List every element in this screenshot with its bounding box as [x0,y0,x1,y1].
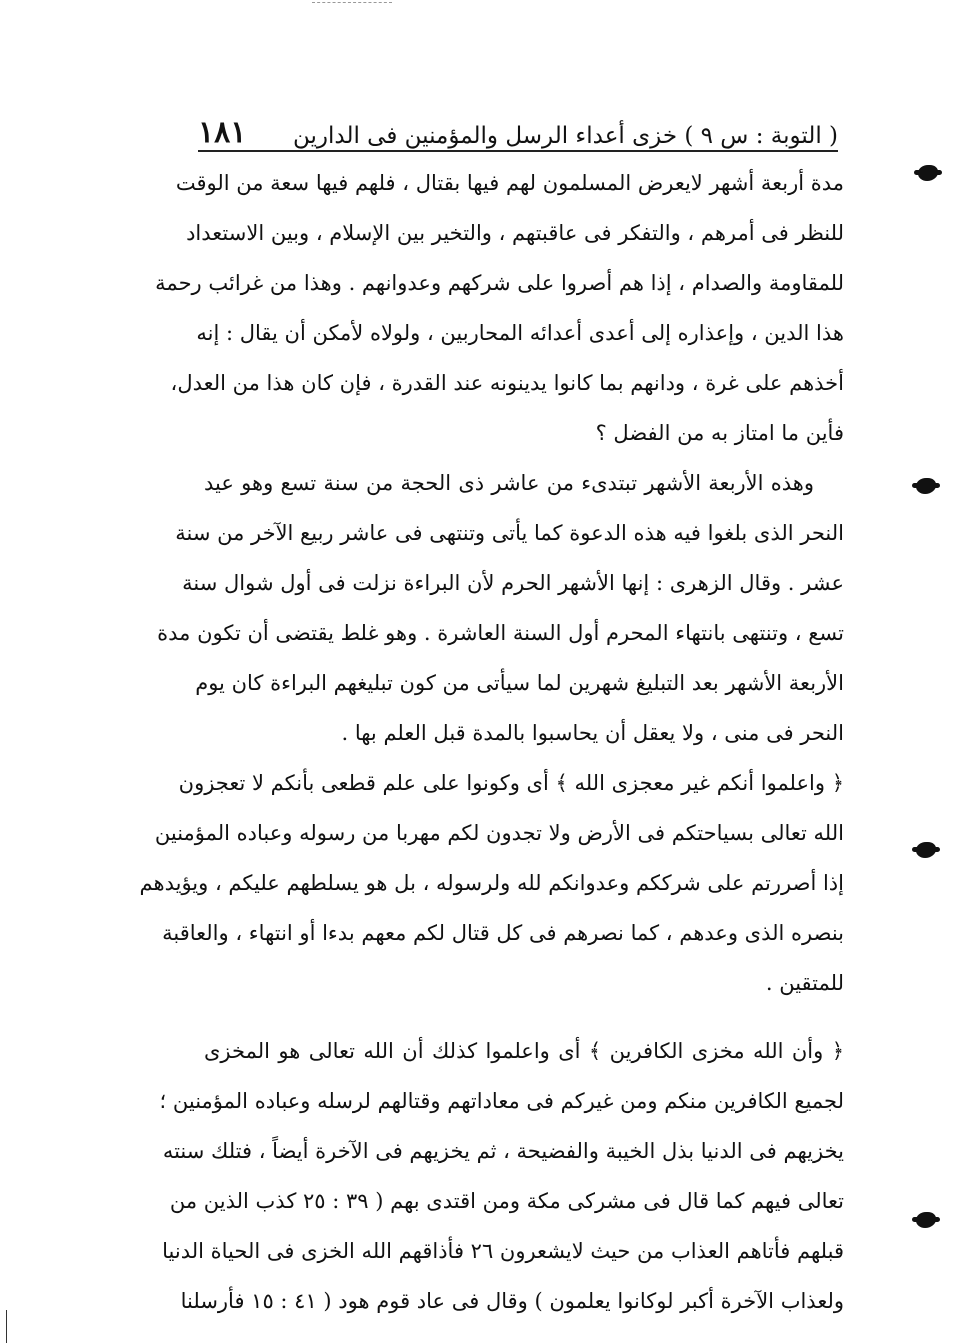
text-line: بنصره الذى وعدهم ، كما نصرهم فى كل قتال لكم معهم بدءا أو انتهاء ، والعاقبة [162,921,844,945]
text-line: الأربعة الأشهر بعد التبليغ شهرين لما سيأتى من كون تبليغهم البراءة كان يوم [195,671,844,695]
text-line: يخزيهم فى الدنيا بذل الخيبة والفضيحة ، ثم يخزيهم فى الآخرة أيضاً ، فتلك سنته [162,1139,844,1163]
margin-mark-3 [916,842,936,858]
text-line: قبلهم فأتاهم العذاب من حيث لايشعرون ٢٦ فأذاقهم الله الخزى فى الحياة الدنيا [162,1239,844,1263]
text-line: النحر فى منى ، ولا يعقل أن يحاسبوا بالمدة قبل العلم بها . [341,721,844,745]
body-text [139,158,844,1326]
page-number: ١٨١ [198,115,247,150]
margin-mark-1 [918,165,938,181]
text-line: مدة أربعة أشهر لايعرض المسلمون لهم فيها بقتال ، فلهم فيها سعة من الوقت [175,171,844,195]
text-line: الله تعالى بسياحتكم فى الأرض ولا تجدون لكم مهربا من رسوله وعباده المؤمنين [154,821,844,845]
text-line: النحر الذى بلغوا فيه هذه الدعوة كما يأتى وتنتهى فى عاشر ربيع الآخر من سنة [175,521,844,545]
text-line: للنظر فى أمرهم ، والتفكر فى عاقبتهم ، والتخير بين الإسلام ، وبين الاستعداد [186,221,844,245]
page-header [198,100,838,148]
text-line: لجميع الكافرين منكم ومن غيركم فى معاداتهم وقتالهم لرسله وعباده المؤمنين ؛ [159,1089,844,1113]
margin-mark-2 [916,478,936,494]
text-line: هذا الدين ، وإعذاره إلى أعدى أعدائه المحاربين ، ولولاه لأمكن أن يقال : إنه [196,321,844,345]
text-line: تعالى فيهم كما قال فى مشركى مكة ومن اقتدى بهم ( ٣٩ : ٢٥ كذب الذين من [169,1189,844,1213]
paragraph-gap [204,1008,844,1026]
text-line: أخذهم على غرة ، ودانهم بما كانوا يدينونه عند القدرة ، فإن كان هذا من العدل، [170,371,844,395]
text-line: وهذه الأربعة الأشهر تبتدىء من عاشر ذى الحجة من سنة تسع وهو عيد [204,471,814,495]
text-line: ﴿ وأن الله مخزى الكافرين ﴾ أى واعلموا كذلك أن الله تعالى هو المخزى [204,1039,844,1063]
text-line: إذا أصررتم على شرككم وعدوانكم لله ولرسوله ، بل هو يسلطهم عليكم ، ويؤيدهم [139,871,844,895]
text-line: فأين ما امتاز به من الفضل ؟ [595,421,844,445]
text-line: ﴿ واعلموا أنكم غير معجزى الله ﴾ أى وكونوا على علم قطعى بأنكم لا تعجزون [178,771,844,795]
text-line: للمتقين . [765,971,844,995]
margin-mark-4 [916,1212,936,1228]
header-rule [198,150,838,152]
text-line: للمقاومة والصدام ، إذا هم أصروا على شركهم وعدوانهم . وهذا من غرائب رحمة [155,271,844,295]
scan-edge-line [6,1310,7,1343]
text-line: عشر . وقال الزهرى : إنها الأشهر الحرم لأن البراءة نزلت فى أول شوال سنة [182,571,844,595]
scan-artifact-top [312,2,392,3]
text-line: تسع ، وتنتهى بانتهاء المحرم أول السنة العاشرة . وهو غلط يقتضى أن تكون مدة [157,621,844,645]
running-title: ( التوبة : س ٩ ) خزى أعداء الرسل والمؤمنين فى الدارين [292,123,838,149]
text-line: ولعذاب الآخرة أكبر لوكانوا يعلمون ) وقال فى عاد قوم هود ( ٤١ : ١٥ فأرسلنا [180,1289,844,1313]
